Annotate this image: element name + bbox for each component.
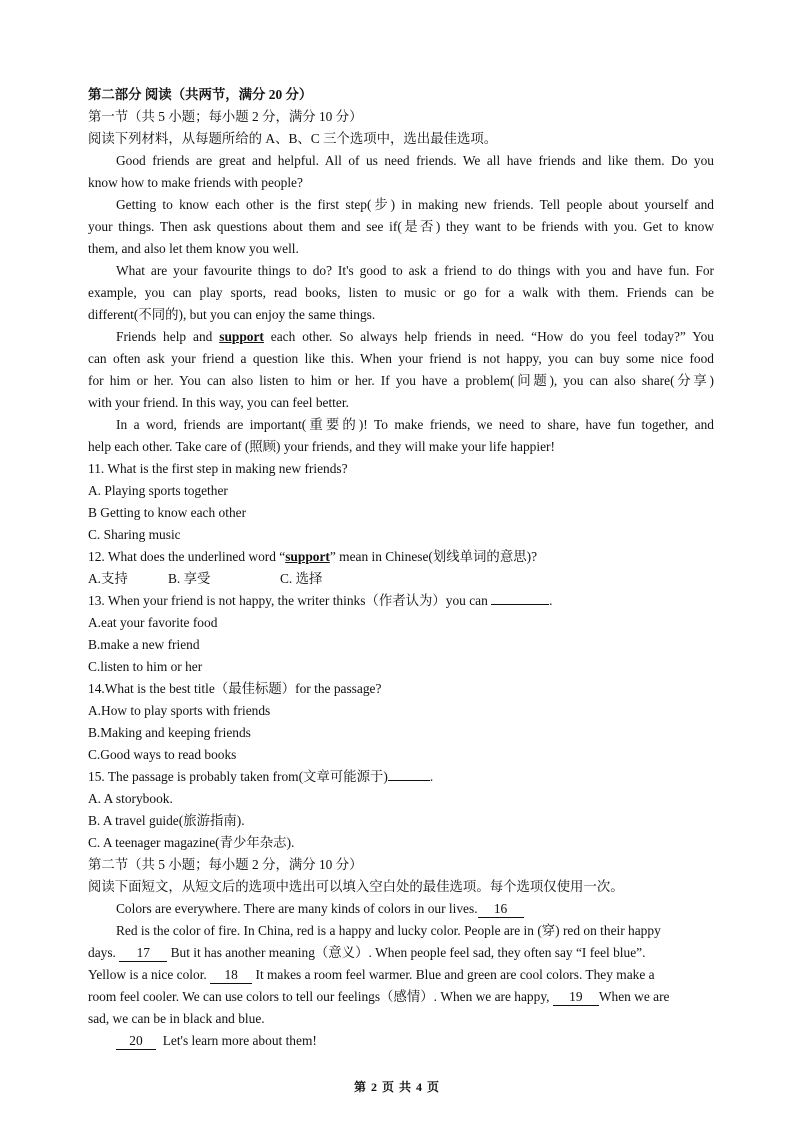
cloze-line: sad, we can be in black and blue.	[88, 1011, 265, 1026]
question-11	[88, 458, 714, 546]
text-fragment: room feel cooler. We can use colors to tell our feelings（感情）. When we are happy,	[88, 989, 550, 1004]
text-fragment: When we are	[598, 989, 670, 1004]
part1-title: 第一节（共 5 小题；每小题 2 分，满分 10 分）	[88, 109, 363, 124]
cloze-line	[88, 964, 714, 986]
passage-line: for him or her. You can also listen to him or her. If you have a problem(问题), you can also share(分享)	[88, 373, 714, 388]
passage-line: can often ask your friend a question like this. When your friend is not happy, you can buy some nice food	[88, 351, 714, 366]
option-c: C. A teenager magazine(青少年杂志).	[88, 835, 295, 850]
passage-line: Getting to know each other is the first step(步) in making new friends. Tell people about yourself and	[116, 197, 714, 212]
option-c: C. Sharing music	[88, 527, 181, 542]
passage-line: example, you can play sports, read books, listen to music or go for a walk with them. Friends can be	[88, 285, 714, 300]
part1-instruction: 阅读下列材料，从每题所给的 A、B、C 三个选项中，选出最佳选项。	[88, 131, 498, 146]
cloze-line	[88, 1030, 714, 1052]
text-fragment: Yellow is a nice color.	[88, 967, 207, 982]
part2-instruction: 阅读下面短文，从短文后的选项中选出可以填入空白处的最佳选项。每个选项仅使用一次。	[88, 879, 624, 894]
question-13	[88, 590, 714, 678]
option-a: A. Playing sports together	[88, 483, 228, 498]
option-a: A.eat your favorite food	[88, 615, 218, 630]
part2-title: 第二节（共 5 小题；每小题 2 分，满分 10 分）	[88, 857, 363, 872]
passage-line: In a word, friends are important(重要的)! To make friends, we need to share, have fun together, and	[116, 417, 714, 432]
cloze-passage	[88, 898, 714, 1052]
reading-section	[88, 84, 714, 1052]
question-12	[88, 546, 714, 590]
cloze-line	[88, 942, 714, 964]
option-b: B. A travel guide(旅游指南).	[88, 813, 245, 828]
cloze-line	[88, 986, 714, 1008]
passage-paragraph-2	[88, 194, 714, 260]
option-c: C.listen to him or her	[88, 659, 203, 674]
option-b: B Getting to know each other	[88, 505, 247, 520]
question-stem	[88, 766, 714, 788]
question-stem	[88, 546, 714, 568]
option-b: B.make a new friend	[88, 637, 200, 652]
text-fragment: 13. When your friend is not happy, the writer thinks（作者认为）you can	[88, 593, 488, 608]
passage-paragraph-5	[88, 414, 714, 458]
text-fragment: Friends help and	[116, 329, 220, 344]
text-fragment: .	[429, 769, 434, 784]
text-fragment: each other. So always help friends in need. “How do you feel today?” You	[263, 329, 714, 344]
options-row	[88, 568, 714, 590]
option-b: B. 享受	[168, 571, 211, 586]
passage-paragraph-4	[88, 326, 714, 414]
passage-line: them, and also let them know you well.	[88, 241, 299, 256]
passage-line: know how to make friends with people?	[88, 175, 303, 190]
passage-paragraph-3	[88, 260, 714, 326]
blank-19: 19	[553, 989, 599, 1006]
text-fragment: 15. The passage is probably taken from(文章可能源于)	[88, 769, 388, 784]
option-c: C. 选择	[280, 571, 323, 586]
text-fragment: Let's learn more about them!	[162, 1033, 317, 1048]
answer-blank	[388, 780, 430, 781]
passage-line: What are your favourite things to do? It's good to ask a friend to do things with you and have fun. For	[116, 263, 714, 278]
text-fragment: It makes a room feel warmer. Blue and green are cool colors. They make a	[252, 967, 655, 982]
passage-line: different(不同的), but you can enjoy the same things.	[88, 307, 376, 322]
cloze-line: Red is the color of fire. In China, red is a happy and lucky color. People are in (穿) red on their happy	[116, 923, 661, 938]
question-14	[88, 678, 714, 766]
option-a: A.支持	[88, 571, 128, 586]
text-fragment: ” mean in Chinese(划线单词的意思)?	[329, 549, 538, 564]
blank-16: 16	[478, 901, 524, 918]
question-stem: 11. What is the first step in making new friends?	[88, 461, 348, 476]
passage-paragraph-1	[88, 150, 714, 194]
question-15	[88, 766, 714, 854]
blank-20: 20	[116, 1033, 156, 1050]
question-stem: 14.What is the best title（最佳标题）for the passage?	[88, 681, 382, 696]
passage-line	[88, 326, 714, 348]
option-a: A.How to play sports with friends	[88, 703, 271, 718]
answer-blank	[491, 604, 549, 605]
text-fragment: But it has another meaning（意义）. When people feel sad, they often say “I feel blue”.	[167, 945, 646, 960]
page-number: 第 2 页 共 4 页	[353, 1080, 440, 1094]
underlined-word-support: support	[285, 549, 330, 564]
option-a: A. A storybook.	[88, 791, 173, 806]
passage-line: help each other. Take care of (照顾) your friends, and they will make your life happier!	[88, 439, 555, 454]
passage-line: Good friends are great and helpful. All of us need friends. We all have friends and like them. Do you	[116, 153, 714, 168]
cloze-line	[88, 898, 714, 920]
blank-18: 18	[210, 967, 252, 984]
text-fragment: .	[549, 593, 553, 608]
underlined-word-support: support	[219, 329, 264, 344]
text-fragment: Colors are everywhere. There are many kinds of colors in our lives.	[116, 901, 478, 916]
text-fragment: days.	[88, 945, 116, 960]
text-fragment: 12. What does the underlined word “	[88, 549, 286, 564]
section-title: 第二部分 阅读（共两节，满分 20 分）	[88, 87, 313, 102]
option-b: B.Making and keeping friends	[88, 725, 251, 740]
passage-line: with your friend. In this way, you can feel better.	[88, 395, 349, 410]
passage-line: your things. Then ask questions about them and see if(是否) they want to be friends with you. Get to know	[88, 219, 714, 234]
option-c: C.Good ways to read books	[88, 747, 237, 762]
blank-17: 17	[119, 945, 167, 962]
question-stem	[88, 590, 714, 612]
